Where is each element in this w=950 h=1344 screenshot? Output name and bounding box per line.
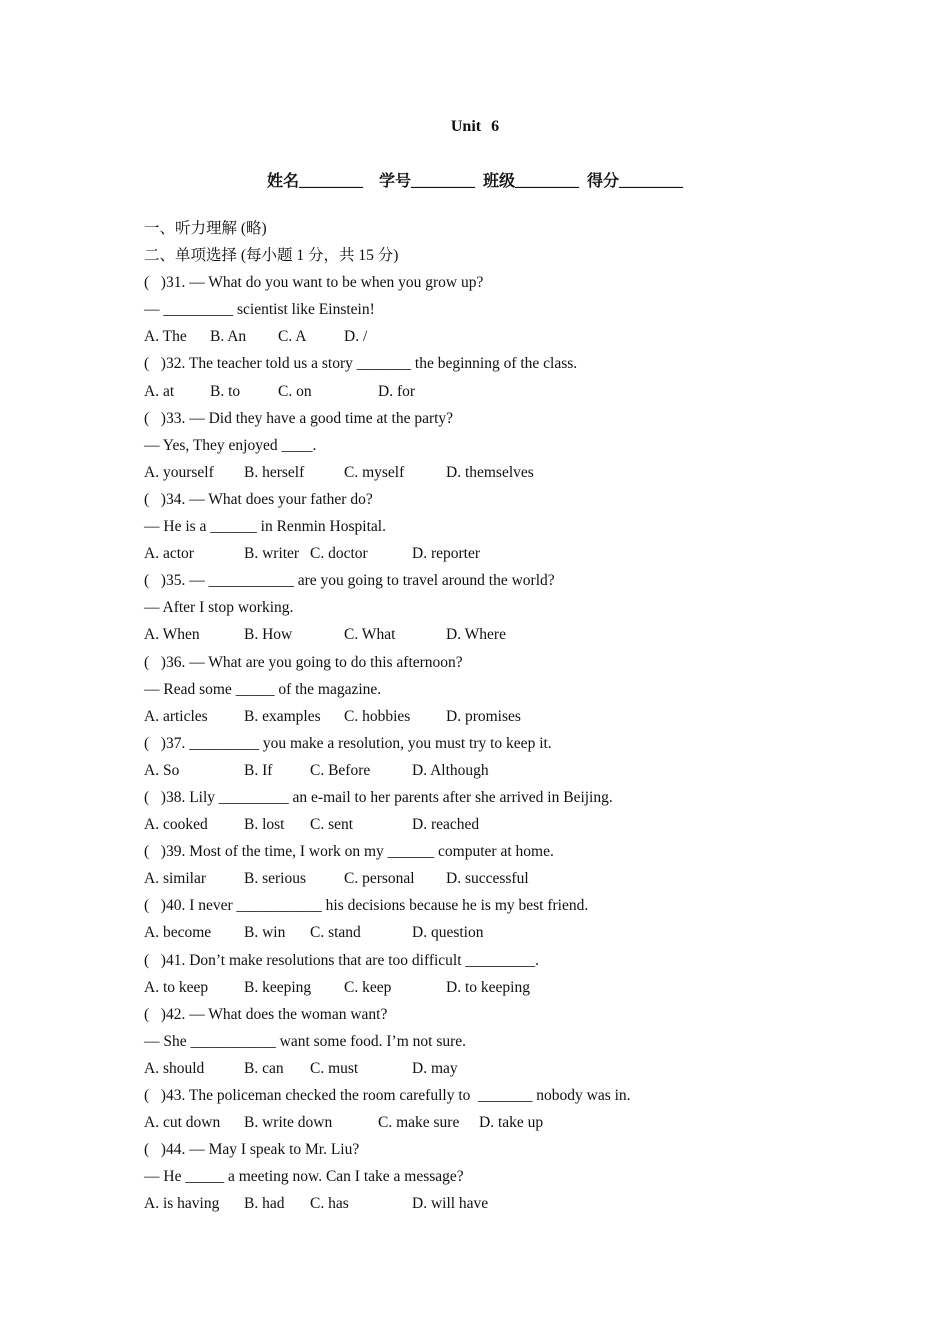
- option-a: A. cut down: [144, 1114, 221, 1132]
- question-list: [144, 274, 844, 1222]
- dialogue-line: — Yes, They enjoyed ____.: [144, 436, 317, 454]
- question-item: [144, 897, 844, 951]
- answer-options: [144, 383, 844, 410]
- option-b: B. write down: [244, 1114, 333, 1132]
- question-item: [144, 735, 844, 789]
- answer-options: [144, 816, 844, 843]
- answer-options: [144, 979, 844, 1006]
- option-a: A. The: [144, 328, 187, 346]
- option-c: C. has: [310, 1195, 349, 1213]
- dialogue-line: — _________ scientist like Einstein!: [144, 301, 375, 319]
- option-a: A. at: [144, 382, 175, 400]
- question-stem: ( )33. — Did they have a good time at the party?: [144, 409, 454, 427]
- question-item: [144, 410, 844, 491]
- answer-options: [144, 545, 844, 572]
- question-item: [144, 1087, 844, 1141]
- answer-options: [144, 464, 844, 491]
- option-d: D. themselves: [446, 463, 534, 481]
- option-a: A. become: [144, 924, 212, 942]
- option-a: A. similar: [144, 870, 206, 888]
- question-stem: ( )40. I never ___________ his decisions because he is my best friend.: [144, 897, 589, 915]
- question-item: [144, 952, 844, 1006]
- option-a: A. should: [144, 1059, 205, 1077]
- question-item: [144, 491, 844, 572]
- option-c: C. What: [344, 626, 396, 644]
- option-c: C. myself: [344, 463, 405, 481]
- option-d: D. reached: [412, 816, 480, 834]
- dialogue-line: — She ___________ want some food. I’m not sure.: [144, 1032, 467, 1050]
- option-b: B. If: [244, 761, 273, 779]
- question-content: [144, 220, 844, 1222]
- option-c: C. doctor: [310, 545, 368, 563]
- option-c: C. stand: [310, 924, 361, 942]
- dialogue-line: — After I stop working.: [144, 599, 294, 617]
- option-b: B. had: [244, 1195, 285, 1213]
- option-b: B. An: [210, 328, 247, 346]
- question-item: [144, 654, 844, 735]
- student-info-row: [0, 168, 950, 191]
- option-c: C. hobbies: [344, 707, 411, 725]
- answer-options: [144, 870, 844, 897]
- question-stem: ( )43. The policeman checked the room carefully to _______ nobody was in.: [144, 1087, 631, 1104]
- option-a: A. actor: [144, 545, 194, 563]
- option-b: B. to: [210, 382, 241, 400]
- option-c: C. A: [278, 328, 307, 346]
- option-a: A. yourself: [144, 463, 214, 481]
- section-heading-single-choice: 二、单项选择 (每小题 1 分，共 15 分): [144, 247, 399, 265]
- name-field: 姓名________: [266, 173, 363, 190]
- answer-options: [144, 626, 844, 653]
- option-b: B. can: [244, 1059, 284, 1077]
- option-c: C. keep: [344, 978, 392, 996]
- dialogue-line: — He _____ a meeting now. Can I take a message?: [144, 1168, 464, 1186]
- question-stem: ( )41. Don’t make resolutions that are too difficult _________.: [144, 951, 540, 969]
- question-stem: ( )37. _________ you make a resolution, you must try to keep it.: [144, 734, 552, 752]
- dialogue-line: — He is a ______ in Renmin Hospital.: [144, 518, 386, 536]
- answer-options: [144, 1195, 844, 1222]
- question-stem: ( )34. — What does your father do?: [144, 490, 373, 508]
- question-stem: ( )42. — What does the woman want?: [144, 1005, 388, 1023]
- option-b: B. lost: [244, 816, 285, 834]
- answer-options: [144, 708, 844, 735]
- option-b: B. serious: [244, 870, 306, 888]
- question-stem: ( )36. — What are you going to do this afternoon?: [144, 653, 463, 671]
- option-c: C. sent: [310, 816, 354, 834]
- option-b: B. examples: [244, 707, 321, 725]
- option-a: A. to keep: [144, 978, 209, 996]
- answer-options: [144, 762, 844, 789]
- question-stem: ( )39. Most of the time, I work on my ______ computer at home.: [144, 843, 554, 861]
- question-item: [144, 355, 844, 409]
- option-d: D. to keeping: [446, 978, 530, 996]
- option-b: B. How: [244, 626, 293, 644]
- option-d: D. successful: [446, 870, 529, 888]
- option-c: C. Before: [310, 761, 371, 779]
- option-c: C. on: [278, 382, 312, 400]
- answer-options: [144, 1060, 844, 1087]
- option-b: B. keeping: [244, 978, 312, 996]
- option-a: A. articles: [144, 707, 208, 725]
- question-stem: ( )35. — ___________ are you going to travel around the world?: [144, 572, 555, 590]
- option-d: D. question: [412, 924, 484, 942]
- section-heading-listening: 一、听力理解 (略): [144, 220, 267, 237]
- dialogue-line: — Read some _____ of the magazine.: [144, 680, 382, 698]
- question-stem: ( )31. — What do you want to be when you grow up?: [144, 274, 484, 292]
- option-d: D. promises: [446, 707, 521, 725]
- option-d: D. /: [344, 328, 368, 346]
- option-b: B. win: [244, 924, 286, 942]
- score-field: 得分________: [587, 173, 684, 190]
- option-d: D. for: [378, 382, 416, 400]
- question-stem: ( )38. Lily _________ an e-mail to her parents after she arrived in Beijing.: [144, 788, 613, 806]
- question-item: [144, 1006, 844, 1087]
- option-d: D. will have: [412, 1195, 489, 1213]
- option-a: A. When: [144, 626, 200, 644]
- question-stem: ( )44. — May I speak to Mr. Liu?: [144, 1141, 360, 1159]
- option-c: C. make sure: [378, 1114, 460, 1132]
- answer-options: [144, 924, 844, 951]
- option-a: A. is having: [144, 1195, 220, 1213]
- page-title: Unit 6: [450, 118, 500, 135]
- option-d: D. Although: [412, 761, 489, 779]
- option-b: B. writer: [244, 545, 300, 563]
- option-d: D. may: [412, 1059, 458, 1077]
- option-d: D. take up: [479, 1114, 544, 1132]
- option-d: D. Where: [446, 626, 506, 644]
- option-d: D. reporter: [412, 545, 480, 563]
- question-item: [144, 1141, 844, 1222]
- question-item: [144, 572, 844, 653]
- option-a: A. So: [144, 761, 180, 779]
- answer-options: [144, 1114, 844, 1141]
- option-c: C. must: [310, 1059, 359, 1077]
- question-item: [144, 789, 844, 843]
- option-b: B. herself: [244, 463, 305, 481]
- answer-options: [144, 328, 844, 355]
- question-item: [144, 843, 844, 897]
- question-stem: ( )32. The teacher told us a story _______ the beginning of the class.: [144, 355, 578, 373]
- option-c: C. personal: [344, 870, 415, 888]
- question-item: [144, 274, 844, 355]
- class-field: 班级________: [483, 173, 580, 190]
- number-field: 学号________: [378, 173, 475, 190]
- option-a: A. cooked: [144, 816, 208, 834]
